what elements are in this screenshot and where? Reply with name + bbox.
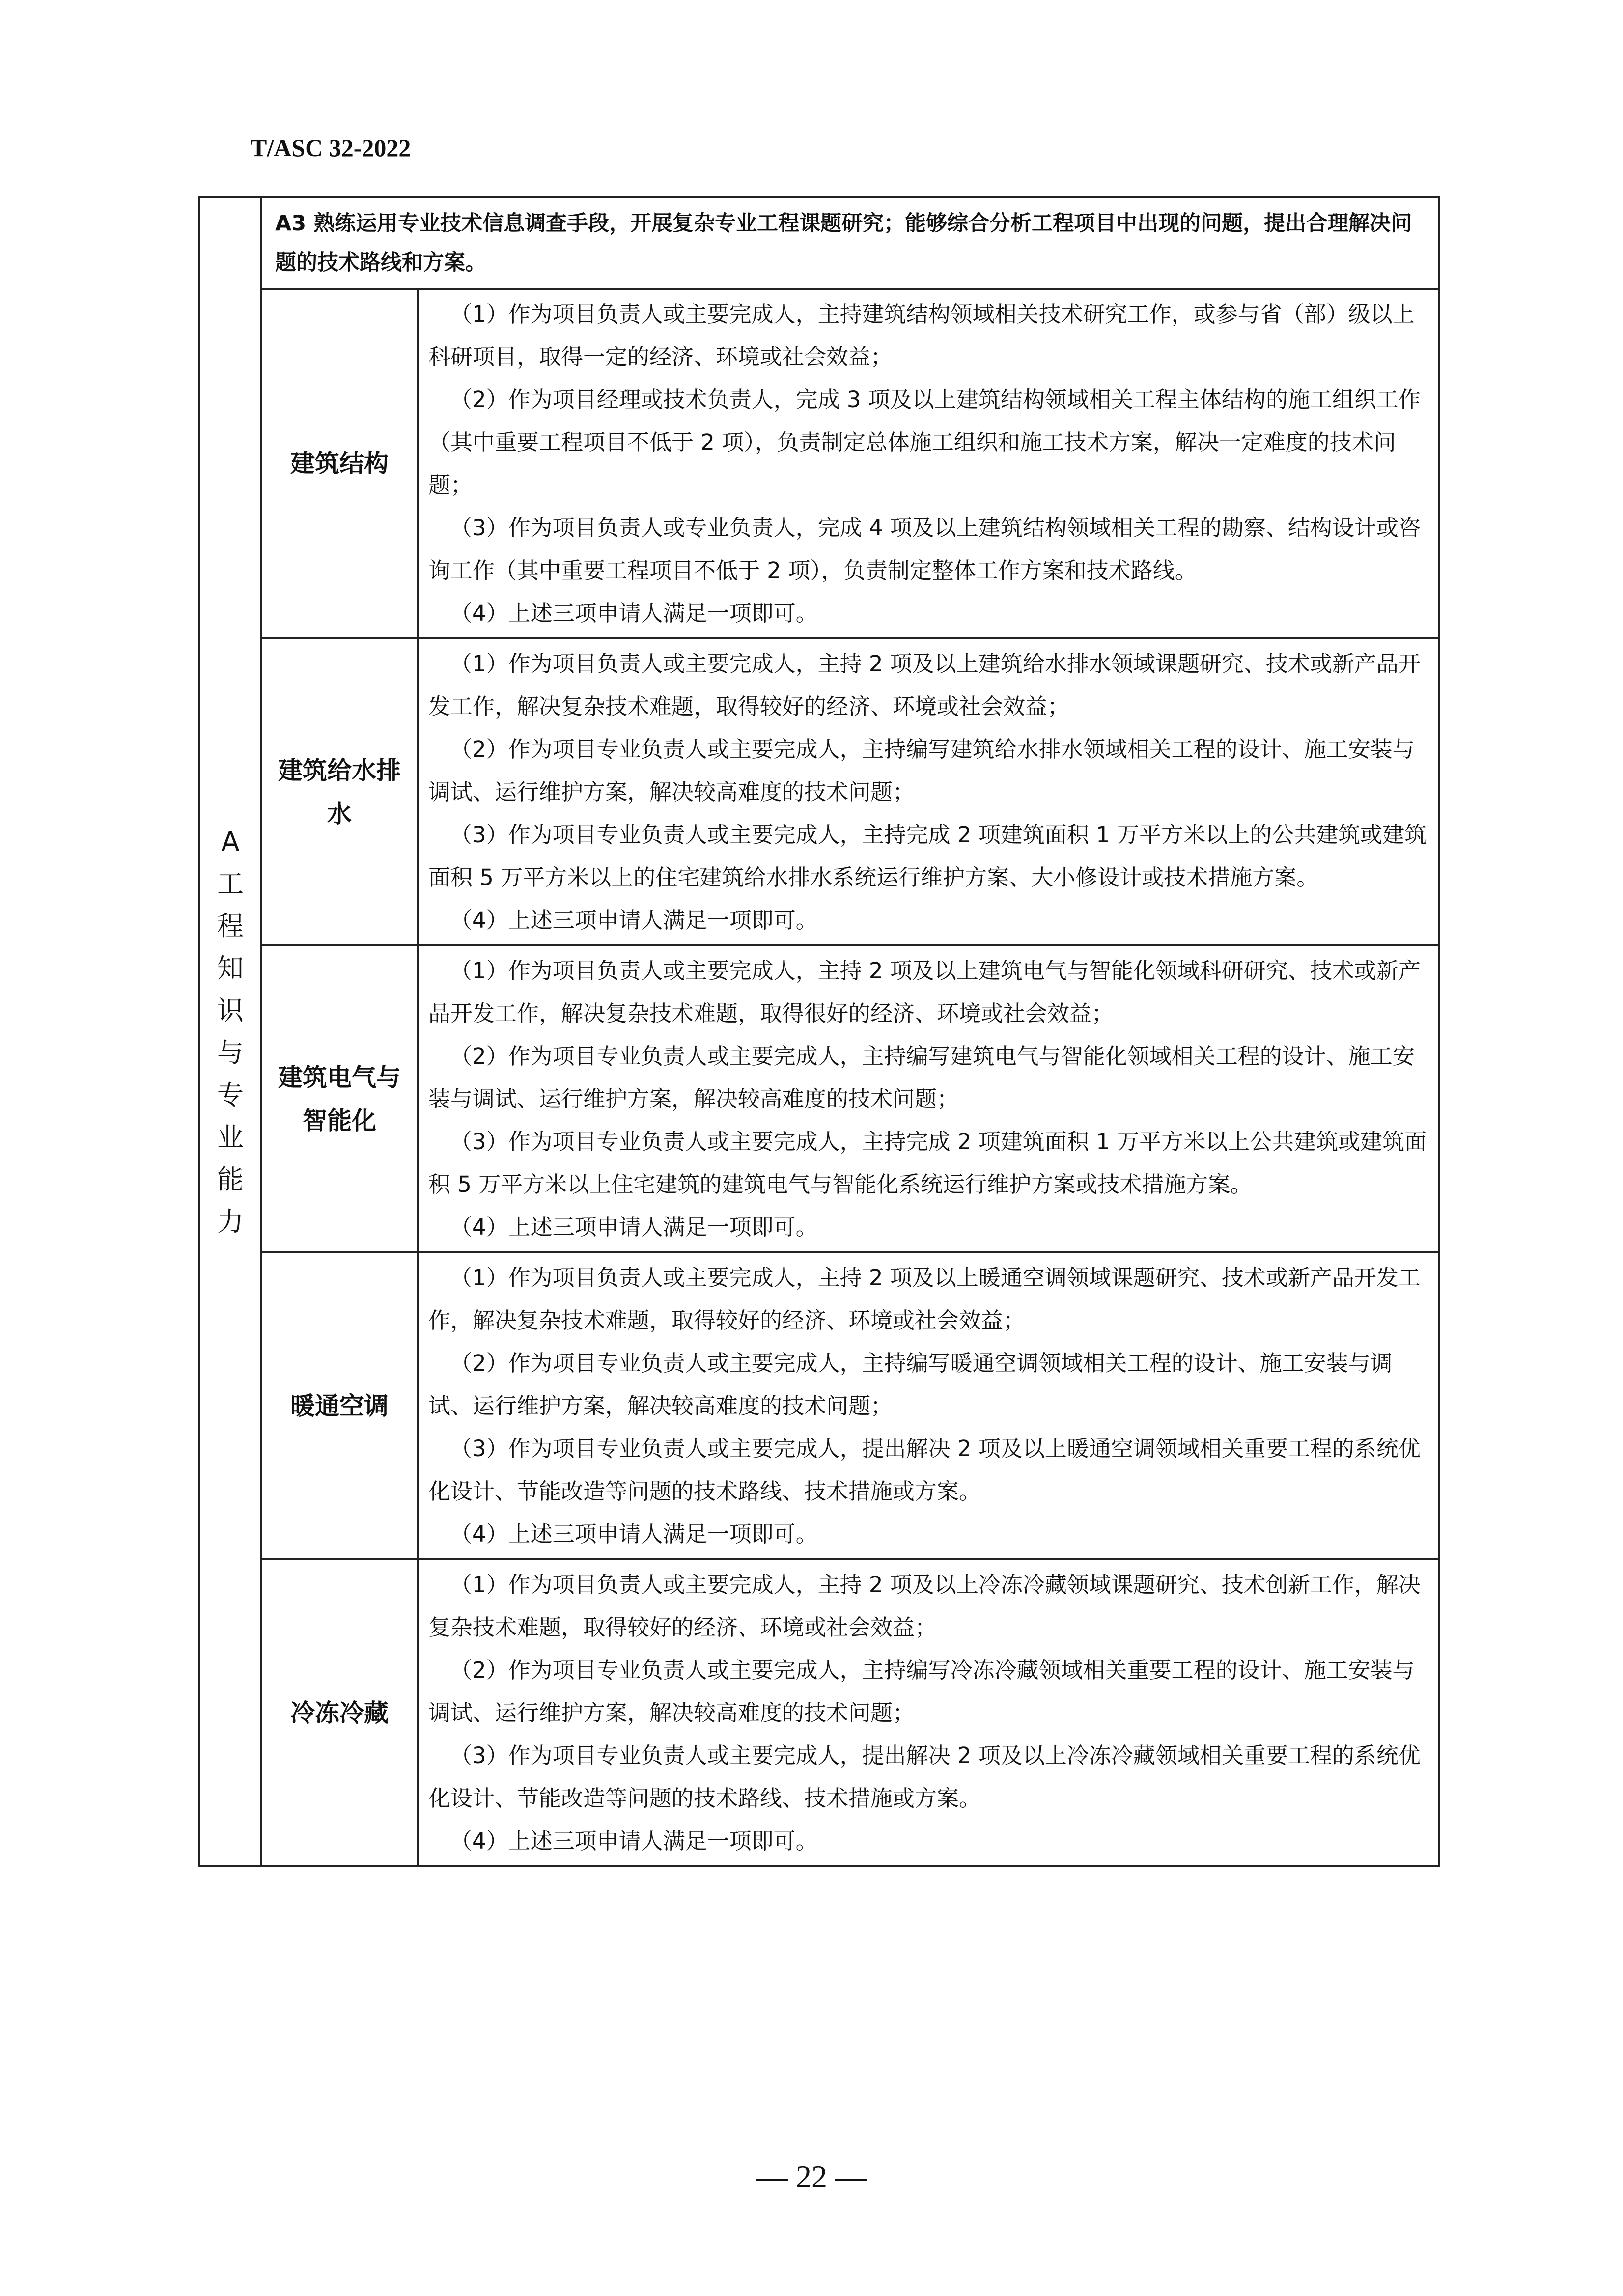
category-char: 知: [217, 953, 244, 984]
requirement-item: （1）作为项目负责人或主要完成人，主持 2 项及以上暖通空调领域课题研究、技术或新产品开发工作，解决复杂技术难题，取得较好的经济、环境或社会效益；: [428, 1265, 1421, 1333]
requirements-table: [198, 196, 1440, 1867]
category-char: 与: [217, 1037, 244, 1068]
requirements-cell: [418, 945, 1439, 1252]
field-name: 建筑结构: [261, 289, 418, 638]
table-row: [199, 1559, 1439, 1866]
table-row: [199, 289, 1439, 638]
category-char: 能: [217, 1164, 244, 1195]
requirement-item: （1）作为项目负责人或主要完成人，主持 2 项及以上冷冻冷藏领域课题研究、技术创新工作，解决复杂技术难题，取得较好的经济、环境或社会效益；: [428, 1572, 1421, 1640]
requirement-item: （2）作为项目专业负责人或主要完成人，主持编写建筑电气与智能化领域相关工程的设计、施工安装与调试、运行维护方案，解决较高难度的技术问题；: [428, 1043, 1415, 1112]
requirement-item: （3）作为项目专业负责人或主要完成人，提出解决 2 项及以上暖通空调领域相关重要工程的系统优化设计、节能改造等问题的技术路线、技术措施或方案。: [428, 1436, 1421, 1504]
category-char: 程: [217, 911, 244, 941]
requirements-cell: [418, 1252, 1439, 1559]
table-row: [199, 638, 1439, 945]
requirement-item: （1）作为项目负责人或主要完成人，主持 2 项及以上建筑给水排水领域课题研究、技术或新产品开发工作，解决复杂技术难题，取得较好的经济、环境或社会效益；: [428, 651, 1421, 719]
requirement-item: （2）作为项目专业负责人或主要完成人，主持编写暖通空调领域相关工程的设计、施工安装与调试、运行维护方案，解决较高难度的技术问题；: [428, 1350, 1393, 1419]
requirement-item: （3）作为项目专业负责人或主要完成人，主持完成 2 项建筑面积 1 万平方米以上公共建筑或建筑面积 5 万平方米以上住宅建筑的建筑电气与智能化系统运行维护方案或技术措施方案。: [428, 1129, 1427, 1197]
item-title: A3 熟练运用专业技术信息调查手段，开展复杂专业工程课题研究；能够综合分析工程项目中出现的问题，提出合理解决问题的技术路线和方案。: [261, 197, 1439, 289]
requirements-cell: [418, 289, 1439, 638]
category-char: 工: [217, 868, 244, 899]
category-char: 业: [217, 1122, 244, 1153]
table-row: [199, 1252, 1439, 1559]
requirement-item: （4）上述三项申请人满足一项即可。: [450, 600, 818, 626]
requirements-cell: [418, 638, 1439, 945]
requirement-item: （4）上述三项申请人满足一项即可。: [450, 1828, 818, 1854]
category-cell: [199, 197, 261, 1866]
document-code: T/ASC 32-2022: [251, 134, 411, 162]
page-number: — 22 —: [756, 2159, 867, 2194]
field-name: 暖通空调: [261, 1252, 418, 1559]
requirement-item: （3）作为项目负责人或专业负责人，完成 4 项及以上建筑结构领域相关工程的勘察、结构设计或咨询工作（其中重要工程项目不低于 2 项），负责制定整体工作方案和技术路线。: [428, 515, 1421, 583]
category-char: A: [221, 826, 240, 857]
requirement-item: （1）作为项目负责人或主要完成人，主持 2 项及以上建筑电气与智能化领域科研研究、技术或新产品开发工作，解决复杂技术难题，取得很好的经济、环境或社会效益；: [428, 958, 1421, 1026]
requirement-item: （2）作为项目专业负责人或主要完成人，主持编写冷冻冷藏领域相关重要工程的设计、施工安装与调试、运行维护方案，解决较高难度的技术问题；: [428, 1657, 1415, 1726]
field-name: 建筑给水排水: [261, 638, 418, 945]
table-header-row: [199, 197, 1439, 289]
requirement-item: （1）作为项目负责人或主要完成人，主持建筑结构领域相关技术研究工作，或参与省（部）级以上科研项目，取得一定的经济、环境或社会效益；: [428, 301, 1415, 370]
field-name: 建筑电气与智能化: [261, 945, 418, 1252]
requirement-item: （3）作为项目专业负责人或主要完成人，主持完成 2 项建筑面积 1 万平方米以上的公共建筑或建筑面积 5 万平方米以上的住宅建筑给水排水系统运行维护方案、大小修设计或技术措施方案。: [428, 822, 1427, 890]
requirements-cell: [418, 1559, 1439, 1866]
requirement-item: （4）上述三项申请人满足一项即可。: [450, 1214, 818, 1240]
field-name: 冷冻冷藏: [261, 1559, 418, 1866]
table-row: [199, 945, 1439, 1252]
requirement-item: （4）上述三项申请人满足一项即可。: [450, 907, 818, 933]
category-char: 识: [217, 995, 244, 1026]
requirement-item: （3）作为项目专业负责人或主要完成人，提出解决 2 项及以上冷冻冷藏领域相关重要工程的系统优化设计、节能改造等问题的技术路线、技术措施或方案。: [428, 1743, 1421, 1811]
requirement-item: （2）作为项目专业负责人或主要完成人，主持编写建筑给水排水领域相关工程的设计、施工安装与调试、运行维护方案，解决较高难度的技术问题；: [428, 736, 1415, 805]
requirement-item: （4）上述三项申请人满足一项即可。: [450, 1521, 818, 1547]
category-char: 力: [217, 1206, 244, 1237]
requirement-item: （2）作为项目经理或技术负责人，完成 3 项及以上建筑结构领域相关工程主体结构的施工组织工作（其中重要工程项目不低于 2 项），负责制定总体施工组织和施工技术方案，解决一定难度的技术问题；: [428, 387, 1421, 498]
category-char: 专: [217, 1079, 244, 1110]
